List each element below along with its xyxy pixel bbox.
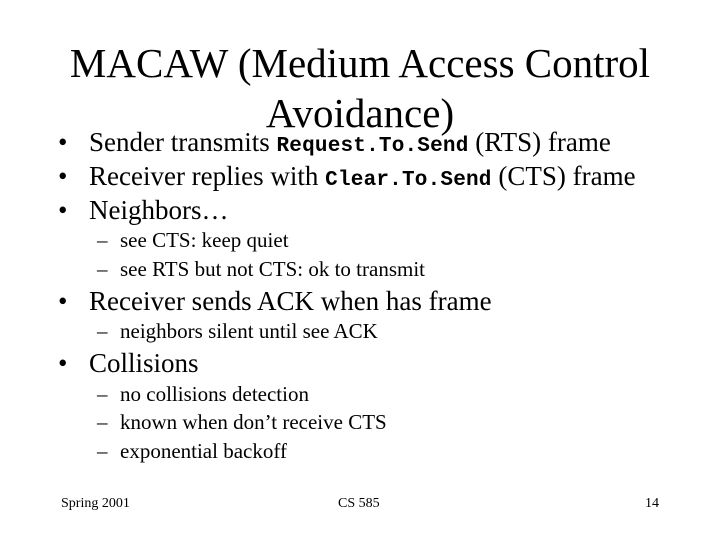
bullet-text-part: Sender transmits	[89, 127, 277, 157]
bullet-text-part: (CTS) frame	[491, 161, 636, 191]
sub-bullet-marker: –	[97, 382, 108, 406]
bullet-text-part: (RTS) frame	[468, 127, 611, 157]
bullet-text	[89, 161, 636, 196]
sub-bullet-text: see CTS: keep quiet	[120, 228, 289, 252]
slide-title-line-1: MACAW (Medium Access Control	[69, 40, 651, 86]
sub-bullet-text: no collisions detection	[120, 382, 309, 406]
bullet-text: Neighbors…	[89, 195, 229, 225]
bullet-marker: •	[58, 127, 68, 157]
footer-date: Spring 2001	[61, 496, 130, 511]
sub-bullet-marker: –	[97, 228, 108, 252]
sub-bullet-marker: –	[97, 439, 108, 463]
bullet-text-part: Receiver replies with	[89, 161, 326, 191]
bullet-text: Collisions	[89, 348, 199, 378]
bullet-marker: •	[58, 348, 68, 378]
footer-course: CS 585	[338, 496, 380, 511]
sub-bullet-marker: –	[97, 257, 108, 281]
sub-bullet-text: neighbors silent until see ACK	[120, 319, 378, 343]
sub-bullet-marker: –	[97, 410, 108, 434]
slide-title-line-2: Avoidance)	[265, 90, 455, 136]
slide-title	[40, 38, 680, 138]
bullet-marker: •	[58, 161, 68, 191]
bullet-marker: •	[58, 286, 68, 316]
code-request-to-send: Request.To.Send	[276, 135, 469, 158]
footer-page-number: 14	[645, 496, 659, 511]
sub-bullet-marker: –	[97, 319, 108, 343]
bullet-text: Receiver sends ACK when has frame	[89, 286, 492, 316]
bullet-text	[89, 127, 611, 162]
sub-bullet-text: known when don’t receive CTS	[120, 410, 387, 434]
bullet-marker: •	[58, 195, 68, 225]
code-clear-to-send: Clear.To.Send	[325, 169, 492, 192]
sub-bullet-text: see RTS but not CTS: ok to transmit	[120, 257, 425, 281]
sub-bullet-text: exponential backoff	[120, 439, 287, 463]
